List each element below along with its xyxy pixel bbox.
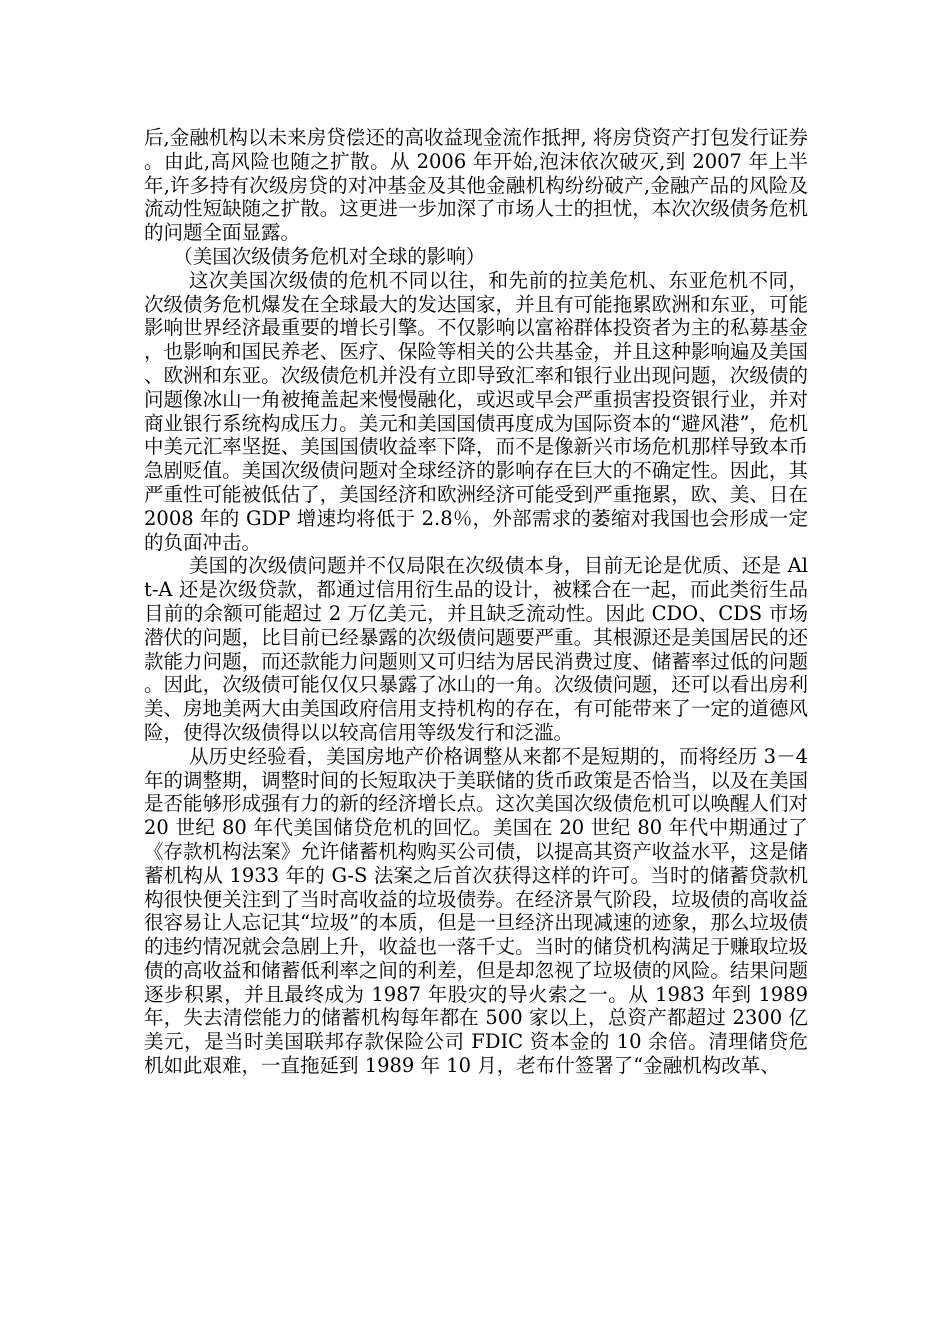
section-heading: （美国次级债务危机对全球的影响） — [173, 244, 486, 268]
paragraph-derivatives: 美国的次级债问题并不仅局限在次级债本身，目前无论是优质、还是 Alt-A 还是次级贷款，都通过信用衍生品的设计，被糅合在一起，而此类衍生品目前的余额可能超过 2 万亿美元，并且缺乏流动性。因此 CDO、CDS 市场潜伏的问题，比目前已经暴露的次级债问题要严重。其根源还是美国居民的还款能力问题，而还款能力问题则又可归结为居民消费过度、储蓄率过低的问题。因此，次级债可能仅仅只暴露了冰山的一角。次级债问题，还可以看出房利美、房地美两大由美国政府信用支持机构的存在，有可能带来了一定的道德风险，使得次级债得以以较高信用等级发行和泛滥。 — [144, 554, 808, 744]
paragraph-historical-experience: 从历史经验看，美国房地产价格调整从来都不是短期的，而将经历 3－4 年的调整期，调整时间的长短取决于美联储的货币政策是否恰当，以及在美国是否能够形成强有力的新的经济增长点。这次美国次级债危机可以唤醒人们对 20 世纪 80 年代美国储贷危机的回忆。美国在 20 世纪 80 年代中期通过了《存款机构法案》允许储蓄机构购买公司债，以提高其资产收益水平，这是储蓄机构从 1933 年的 G-S 法案之后首次获得这样的许可。当时的储蓄贷款机构很快便关注到了当时高收益的垃圾债券。在经济景气阶段，垃圾债的高收益很容易让人忘记其“垃圾”的本质，但是一旦经济出现减速的迹象，那么垃圾债的违约情况就会急剧上升，收益也一落千丈。当时的储贷机构满足于赚取垃圾债的高收益和储蓄低利率之间的利差，但是却忽视了垃圾债的风险。结果问题逐步积累，并且最终成为 1987 年股灾的导火索之一。从 1983 年到 1989 年，失去清偿能力的储蓄机构每年都在 500 家以上，总资产都超过 2300 亿美元，是当时美国联邦存款保险公司 FDIC 资本金的 10 余倍。清理储贷危机如此艰难，一直拖延到 1989 年 10 月，老布什签署了“金融机构改革、 — [144, 744, 815, 1078]
document-body — [144, 126, 815, 1078]
paragraph-continuation: 后,金融机构以未来房贷偿还的高收益现金流作抵押, 将房贷资产打包发行证券。由此,高风险也随之扩散。从 2006 年开始,泡沫依次破灭,到 2007 年上半年,许多持有次级房贷的对冲基金及其他金融机构纷纷破产,金融产品的风险及流动性短缺随之扩散。这更进一步加深了市场人士的担忧，本次次级债务危机的问题全面显露。 — [144, 126, 808, 245]
paragraph-global-impact: 这次美国次级债的危机不同以往，和先前的拉美危机、东亚危机不同，次级债务危机爆发在全球最大的发达国家，并且有可能拖累欧洲和东亚，可能影响世界经济最重要的增长引擎。不仅影响以富裕群体投资者为主的私募基金，也影响和国民养老、医疗、保险等相关的公共基金，并且这种影响遍及美国、欧洲和东亚。次级债危机并没有立即导致汇率和银行业出现问题，次级债的问题像冰山一角被掩盖起来慢慢融化，或迟或早会严重损害投资银行业，并对商业银行系统构成压力。美元和美国国债再度成为国际资本的“避风港”，危机中美元汇率坚挺、美国国债收益率下降，而不是像新兴市场危机那样导致本币急剧贬值。美国次级债问题对全球经济的影响存在巨大的不确定性。因此，其严重性可能被低估了，美国经济和欧洲经济可能受到严重拖累，欧、美、日在 2008 年的 GDP 增速均将低于 2.8％，外部需求的萎缩对我国也会形成一定的负面冲击。 — [144, 268, 815, 554]
